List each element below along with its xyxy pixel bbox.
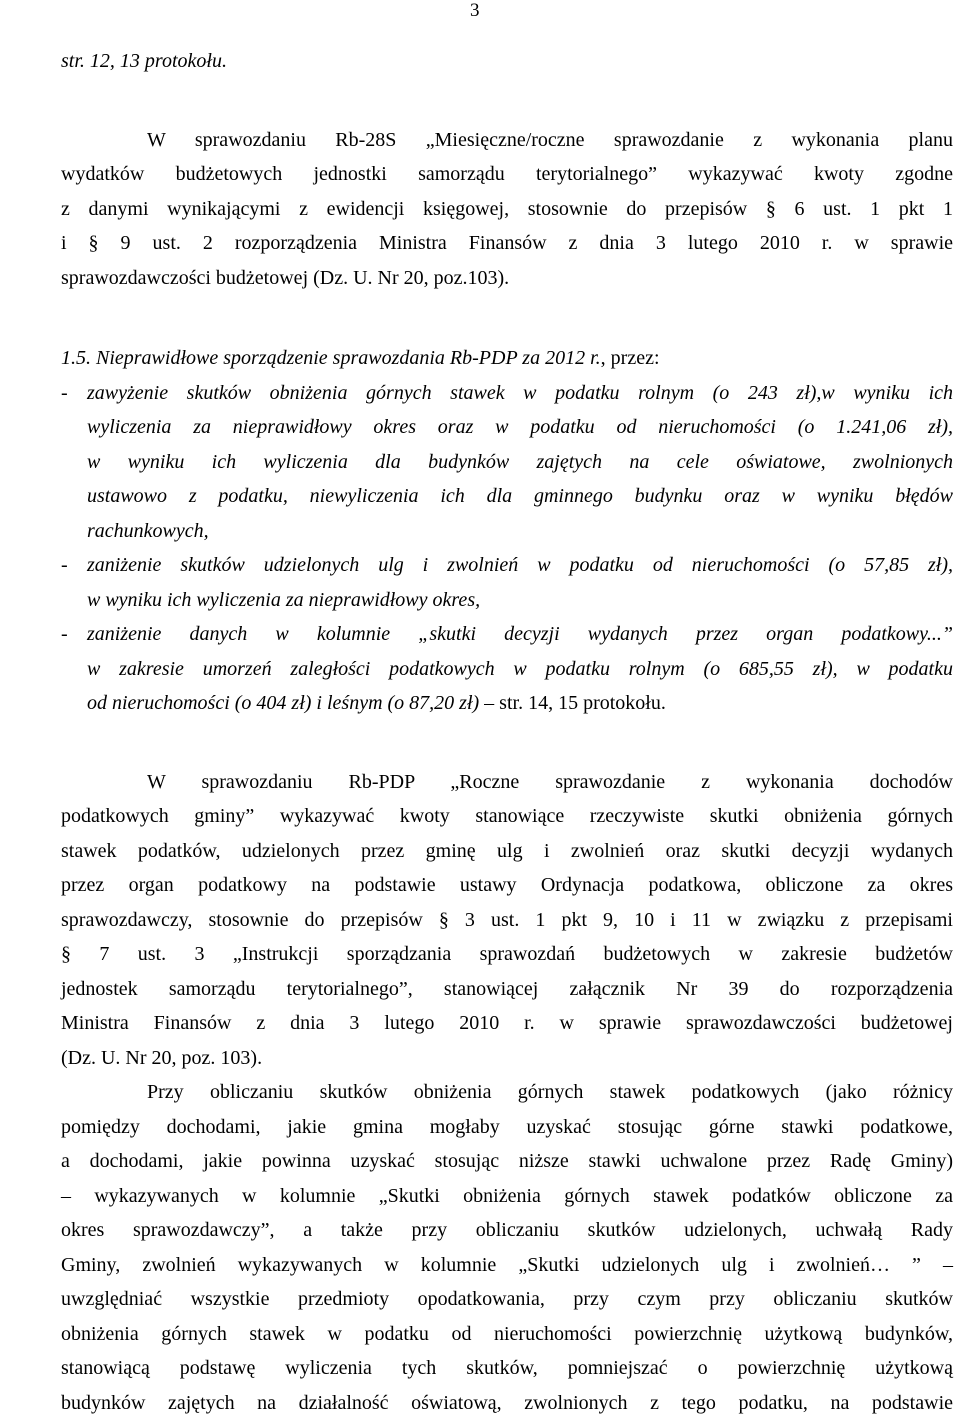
bullet-item (61, 548, 953, 617)
paragraph-line: W sprawozdaniu Rb-28S „Miesięczne/roczne sprawozdanie z wykonania planu (147, 128, 953, 151)
bullet-line: w wyniku ich wyliczenia dla budynków zajętych na cele oświatowe, zwolnionych (87, 450, 953, 473)
section-title-suffix: , przez: (600, 347, 660, 369)
paragraph-line: budynków zajętych na działalność oświatową, zwolnionych z tego podatku, na podstawie (61, 1391, 953, 1414)
bullet-line: - zawyżenie skutków obniżenia górnych stawek w podatku rolnym (o 243 zł),w wyniku ich (61, 376, 953, 411)
bullet-line: - zaniżenie skutków udzielonych ulg i zwolnień w podatku od nieruchomości (o 57,85 zł), (61, 548, 953, 583)
bullet-item (61, 617, 953, 721)
bullet-dash: - (61, 554, 68, 576)
paragraph-line: i § 9 ust. 2 rozporządzenia Ministra Finansów z dnia 3 lutego 2010 r. w sprawie (61, 232, 953, 254)
section-number: 1.5. (61, 347, 91, 369)
paragraph-line: a dochodami, jakie powinna uzyskać stosując niższe stawki uchwalone przez Radę Gminy) (61, 1150, 953, 1172)
paragraph-rb28s (61, 123, 953, 296)
bullet-item (61, 376, 953, 549)
paragraph-line: stanowiącą podstawę wyliczenia tych skutków, pomniejszać o powierzchnię użytkową (61, 1357, 953, 1379)
paragraph-line: sprawozdawczy, stosownie do przepisów § 3 ust. 1 pkt 9, 10 i 11 w związku z przepisami (61, 908, 953, 931)
paragraph-line: sprawozdawczości budżetowej (Dz. U. Nr 20, poz.103). (61, 266, 510, 289)
paragraph-line: przez organ podatkowy na podstawie ustawy Ordynacja podatkowa, obliczone za okres (61, 874, 953, 896)
closing-separator: – (479, 692, 500, 714)
bullet-line: ustawowo z podatku, niewyliczenia ich dla gminnego budynku oraz w wyniku błędów (87, 485, 953, 507)
paragraph-line: (Dz. U. Nr 20, poz. 103). (61, 1046, 263, 1069)
paragraph-line: Gminy, zwolnień wykazywanych w kolumnie „Skutki udzielonych ulg i zwolnień… ” – (61, 1253, 953, 1276)
bullet-line: rachunkowych, (87, 519, 209, 542)
section-heading (61, 341, 953, 376)
paragraph-line: obniżenia górnych stawek w podatku od nieruchomości powierzchnię użytkową budynków, (61, 1322, 953, 1345)
paragraph-line: § 7 ust. 3 „Instrukcji sporządzania sprawozdań budżetowych w zakresie budżetów (61, 943, 953, 965)
page-number: 3 (470, 0, 480, 21)
paragraph-line: okres sprawozdawczy”, a także przy obliczaniu skutków udzielonych, uchwałą Rady (61, 1219, 953, 1241)
bullet-dash: - (61, 381, 68, 404)
bullet-text: od nieruchomości (o 404 zł) i leśnym (o 87,20 zł) (87, 692, 480, 714)
bullet-line: - zaniżenie danych w kolumnie „skutki decyzji wydanych przez organ podatkowy...” (61, 617, 953, 652)
paragraph-line: wydatków budżetowych jednostki samorządu terytorialnego” wykazywać kwoty zgodne (61, 163, 953, 185)
paragraph-line: W sprawozdaniu Rb-PDP „Roczne sprawozdanie z wykonania dochodów (147, 770, 953, 793)
section-1-5 (61, 341, 953, 721)
section-title: Nieprawidłowe sporządzenie sprawozdania Rb-PDP za 2012 r. (96, 347, 601, 369)
page-content (61, 44, 953, 1420)
paragraph-calc (61, 1075, 953, 1420)
paragraph-line: – wykazywanych w kolumnie „Skutki obniżenia górnych stawek podatków obliczone za (61, 1184, 953, 1207)
bullet-dash: - (61, 623, 68, 645)
paragraph-line: Przy obliczaniu skutków obniżenia górnych stawek podatkowych (jako różnicy (147, 1081, 953, 1103)
paragraph-rbpdp (61, 765, 953, 1076)
bullet-line: w zakresie umorzeń zaległości podatkowych w podatku rolnym (o 685,55 zł), w podatku (87, 657, 953, 680)
bullet-line: w wyniku ich wyliczenia za nieprawidłowy okres, (87, 588, 481, 611)
paragraph-line: pomiędzy dochodami, jakie gmina mogłaby uzyskać stosując górne stawki podatkowe, (61, 1115, 953, 1138)
paragraph-line: podatkowych gminy” wykazywać kwoty stanowiące rzeczywiste skutki obniżenia górnych (61, 805, 953, 827)
bullet-line: wyliczenia za nieprawidłowy okres oraz w podatku od nieruchomości (o 1.241,06 zł), (87, 416, 953, 438)
paragraph-line: Ministra Finansów z dnia 3 lutego 2010 r. w sprawie sprawozdawczości budżetowej (61, 1012, 953, 1034)
paragraph-line: z danymi wynikającymi z ewidencji księgowej, stosownie do przepisów § 6 ust. 1 pkt 1 (61, 197, 953, 220)
closing-reference: str. 14, 15 protokołu. (499, 692, 666, 714)
bullet-line (61, 686, 953, 721)
paragraph-line: stawek podatków, udzielonych przez gminę ulg i zwolnień oraz skutki decyzji wydanych (61, 839, 953, 862)
intro-line: str. 12, 13 protokołu. (61, 50, 227, 72)
paragraph-line: uwzględniać wszystkie przedmioty opodatkowania, przy czym przy obliczaniu skutków (61, 1288, 953, 1310)
paragraph-line: jednostek samorządu terytorialnego”, stanowiącej załącznik Nr 39 do rozporządzenia (61, 977, 953, 1000)
